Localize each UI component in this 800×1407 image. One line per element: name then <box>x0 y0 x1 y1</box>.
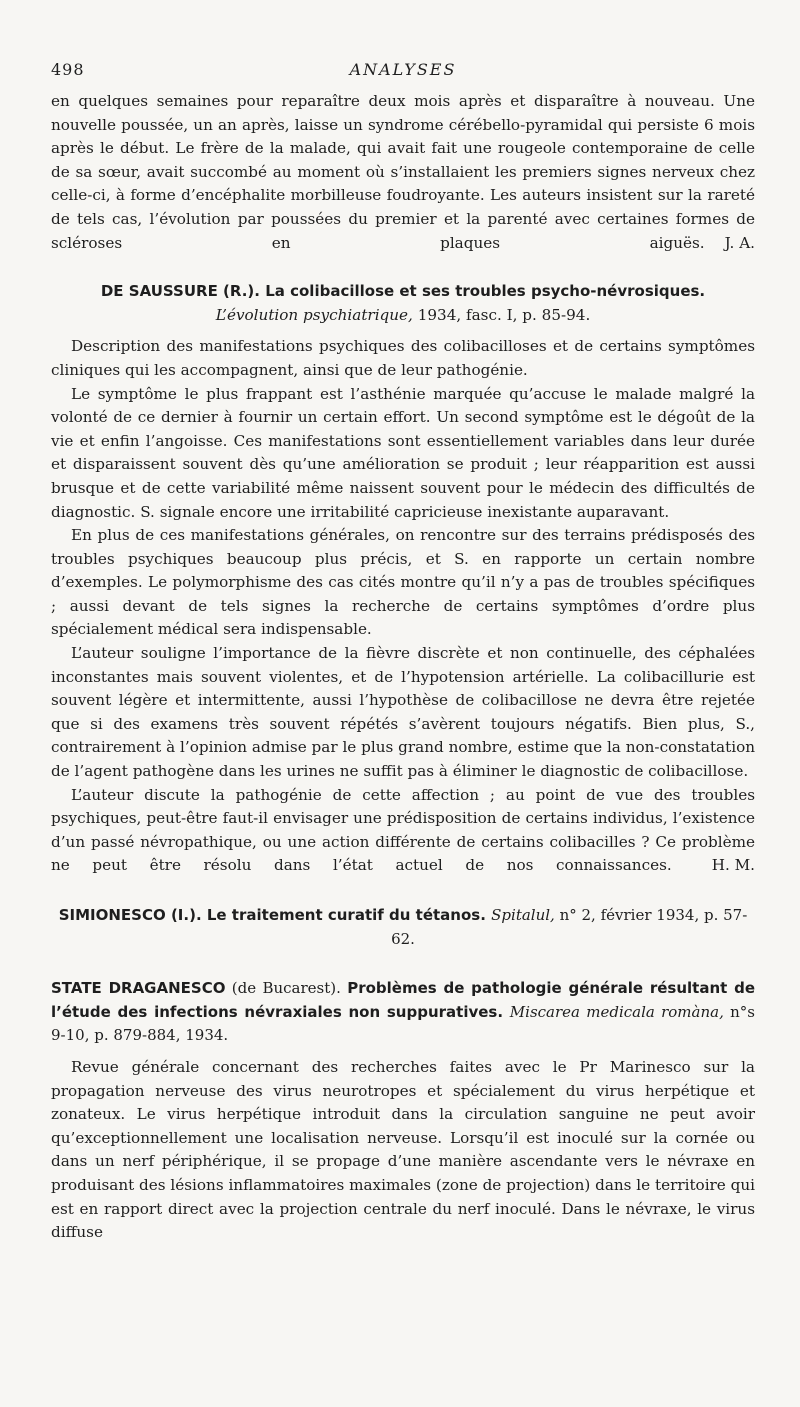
review-paragraph: L’auteur souligne l’importance de la fièvre discrète et non continuelle, des céphalées inconstantes mais souvent violentes, et de l’hypotension artérielle. La colibacillurie est souvent légère et intermittente, aussi l’hypothèse de colibacillose ne devra être rejetée que si des examens très souvent répétés s’avèrent toujours négatifs. Bien plus, S., contrairement à l’opinion admise par le plus grand nombre, estime que la non-constatation de l’agent pathogène dans les urines ne suffit pas à éliminer le diagnostic de colibacillose. <box>51 644 755 781</box>
running-head: ANALYSES <box>349 60 457 79</box>
entry-title-text: Problèmes de pathologie générale résultant de l’étude des infections névraxiales non suppuratives. <box>51 979 755 1021</box>
paragraph-text: en quelques semaines pour reparaître deux mois après et disparaître à nouveau. Une nouvelle poussée, un an après, laisse un syndrome cérébello-pyramidal qui persiste 6 mois après le début. Le frère de la malade, qui avait fait une rougeole contemporaine de celle de sa sœur, avait succombé au moment où s’installaient les premiers signes nerveux chez celle-ci, à forme d’encéphalite morbilleuse foudroyante. Les auteurs insistent sur la rareté de tels cas, l’évolution par poussées du premier et la parenté avec certaines formes de scléroses en plaques aiguës. <box>51 92 755 252</box>
entry-title-text: SIMIONESCO (I.). Le traitement curatif du tétanos. <box>58 906 486 924</box>
entry-reference <box>51 304 755 328</box>
review-signature: H. M. <box>711 856 755 875</box>
paragraph-text: L’auteur discute la pathogénie de cette affection ; au point de vue des troubles psychiques, peut-être faut-il envisager une prédisposition de certains individus, l’existence d’un passé névropathique, ou une action différente de certains colibacilles ? Ce problème ne peut être résolu dans l’état actuel de nos connaissances. <box>51 785 755 875</box>
document-page <box>51 50 755 1245</box>
journal-name: Miscarea medicala romàna, <box>509 1002 724 1021</box>
review-entry-saussure <box>51 280 755 878</box>
reference-details: 1934, fasc. I, p. 85-94. <box>412 305 591 324</box>
journal-name: L’évolution psychiatrique, <box>215 305 413 324</box>
entry-title: DE SAUSSURE (R.). La colibacillose et ses troubles psycho-névrosiques. <box>100 282 706 301</box>
review-paragraph <box>51 784 755 878</box>
entry-title <box>51 977 755 1048</box>
review-paragraph <box>51 90 755 255</box>
review-paragraph: En plus de ces manifestations générales, on rencontre sur des terrains prédisposés des troubles psychiques beaucoup plus précis, et S. en rapporte un certain nombre d’exemples. Le polymorphisme des cas cités montre qu’il n’y a pas de troubles spécifiques ; aussi devant de tels signes la recherche de certains symptômes d’ordre plus spécialement médical sera indispensable. <box>51 526 755 639</box>
journal-name: Spitalul, <box>491 906 555 924</box>
reference-details: n° 2, février 1934, p. 57-62. <box>391 906 748 948</box>
review-entry-draganesco <box>51 977 755 1245</box>
author-name: STATE DRAGANESCO <box>51 979 226 998</box>
page-header <box>51 50 755 90</box>
review-signature: J. A. <box>724 233 755 252</box>
review-continuation <box>51 90 755 255</box>
review-paragraph: Revue générale concernant des recherches faites avec le Pr Marinesco sur la propagation nerveuse des virus neurotropes et spécialement du virus herpétique et zonateux. Le virus herpétique introduit dans la circulation sanguine ne peut avoir qu’exceptionnellement une localisation nerveuse. Lorsqu’il est inoculé sur la cornée ou dans un nerf périphérique, il se propage d’une manière ascendante vers le névraxe en produisant des lésions inflammatoires maximales (zone de projection) dans le territoire qui est en rapport direct avec la projection centrale du nerf inoculé. Dans le névraxe, le virus diffuse <box>51 1057 755 1242</box>
reference-details: n°s 9-10, p. 879-884, 1934. <box>51 1002 755 1045</box>
review-paragraph: Description des manifestations psychiques des colibacilloses et de certains symptômes cliniques qui les accompagnent, ainsi que de leur pathogénie. <box>51 337 755 379</box>
author-place: (de Bucarest). <box>225 979 348 998</box>
review-paragraph: Le symptôme le plus frappant est l’asthénie marquée qu’accuse le malade malgré la volonté de ce dernier à fournir un certain effort. Un second symptôme est le dégoût de la vie et enfin l’angoisse. Ces manifestations sont essentiellement variables dans leur durée et disparaissent souvent dès qu’une amélioration se produit ; leur réapparition est aussi brusque et de cette variabilité même naissent souvent pour le médecin des difficultés de diagnostic. S. signale encore une irritabilité capricieuse inexistante auparavant. <box>51 384 755 521</box>
entry-title <box>51 904 755 951</box>
page-number: 498 <box>51 60 85 79</box>
review-entry-simionesco <box>51 904 755 951</box>
